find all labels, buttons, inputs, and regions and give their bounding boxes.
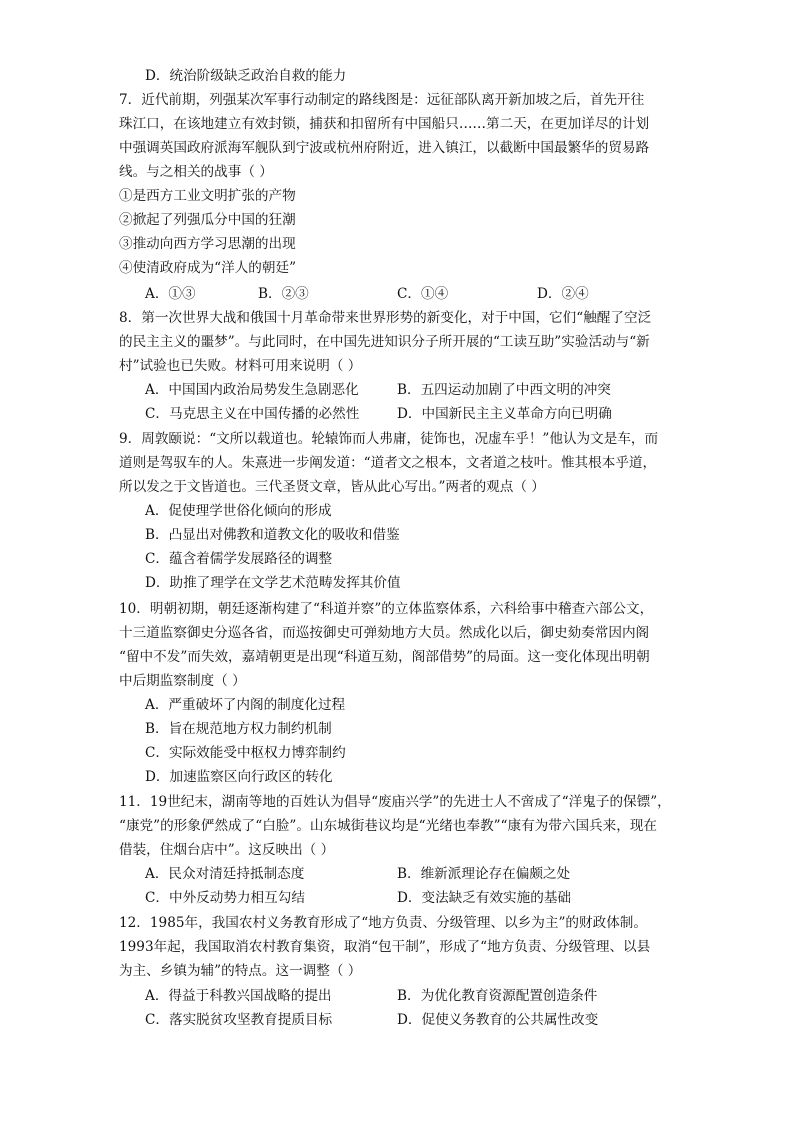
q10-stem-line: “留中不发”而失效，嘉靖朝更是出现“科道互劾，阁部借势”的局面。这一变化体现出明朝: [119, 649, 650, 665]
q11-option-b[interactable]: B．维新派理论存在偏颇之处: [397, 866, 571, 882]
q11-stem-line: 11．19世纪末，湖南等地的百姓认为倡导“废庙兴学”的先进士人不啻成了“洋鬼子的保镖”，: [119, 794, 671, 810]
q8-option-d[interactable]: D．中国新民主主义革命方向已明确: [397, 406, 612, 422]
q10-stem-line: 10．明朝初期，朝廷逐渐构建了“科道并察”的立体监察体系，六科给事中稽查六部公文，: [119, 601, 654, 617]
q11-stem-line: “康党”的形象俨然成了“白脸”。山东城街巷议均是“光绪也奉教”“康有为带六国兵来，现在: [119, 818, 658, 834]
q10-option-a[interactable]: A．严重破坏了内阁的制度化过程: [145, 697, 346, 713]
q9-option-d[interactable]: D．助推了理学在文学艺术范畴发挥其价值: [145, 575, 401, 591]
q10-stem-line: 十三道监察御史分巡各省，而巡按御史可弹劾地方大员。然成化以后，御史劾奏常因内阁: [119, 625, 650, 641]
q12-stem-line: 12．1985年，我国农村义务教育形成了“地方负责、分级管理、以乡为主”的财政体制。: [119, 915, 647, 931]
q10-option-c[interactable]: C．实际效能受中枢权力博弈制约: [145, 745, 346, 761]
q10-option-d[interactable]: D．加速监察区向行政区的转化: [145, 769, 333, 785]
q12-stem-line: 为主、乡镇为辅”的特点。这一调整（ ）: [119, 963, 362, 979]
q7-option-d[interactable]: D．②④: [537, 286, 589, 302]
q7-option-a[interactable]: A．①③: [145, 286, 196, 302]
q8-option-b[interactable]: B．五四运动加剧了中西文明的冲突: [397, 382, 611, 398]
q7-option-b[interactable]: B．②③: [258, 286, 309, 302]
q12-option-d[interactable]: D．促使义务教育的公共属性改变: [397, 1012, 599, 1028]
q9-option-a[interactable]: A．促使理学世俗化倾向的形成: [145, 503, 332, 519]
q7-item: ④使清政府成为“洋人的朝廷”: [119, 260, 297, 276]
q8-stem-line: 8．第一次世界大战和俄国十月革命带来世界形势的新变化，对于中国，它们“触醒了空泛: [119, 310, 652, 326]
q7-item: ①是西方工业文明扩张的产物: [119, 188, 296, 204]
q9-option-c[interactable]: C．蕴含着儒学发展路径的调整: [145, 551, 333, 567]
q12-option-b[interactable]: B．为优化教育资源配置创造条件: [397, 988, 598, 1004]
q6-option-d: D．统治阶级缺乏政治自救的能力: [145, 68, 347, 84]
q7-item: ③推动向西方学习思潮的出现: [119, 236, 296, 252]
q7-stem-line: 珠江口，在该地建立有效封锁，捕获和扣留所有中国船只……第二天，在更加详尽的计划: [119, 116, 650, 132]
q7-stem-line: 线。与之相关的战事（ ）: [119, 164, 273, 180]
q10-stem-line: 中后期监察制度（ ）: [119, 673, 246, 689]
q9-stem-line: 道则是驾驭车的人。朱熹进一步阐发道：“道者文之根本，文者道之枝叶。惟其根本乎道，: [119, 455, 657, 471]
q7-stem-line: 中强调英国政府派海军舰队到宁波或杭州府附近，进入镇江，以截断中国最繁华的贸易路: [119, 140, 650, 156]
q9-stem-line: 9．周敦颐说：“文所以载道也。轮辕饰而人弗庸，徒饰也，况虚车乎！”他认为文是车，而: [119, 431, 659, 447]
q12-option-c[interactable]: C．落实脱贫攻坚教育提质目标: [145, 1012, 333, 1028]
q7-item: ②掀起了列强瓜分中国的狂潮: [119, 212, 296, 228]
q11-option-c[interactable]: C．中外反动势力相互勾结: [145, 890, 305, 906]
q8-option-a[interactable]: A．中国国内政治局势发生急剧恶化: [145, 382, 359, 398]
q11-option-d[interactable]: D．变法缺乏有效实施的基础: [397, 890, 572, 906]
q12-option-a[interactable]: A．得益于科教兴国战略的提出: [145, 988, 332, 1004]
q11-option-a[interactable]: A．民众对清廷持抵制态度: [145, 866, 305, 882]
q12-stem-line: 1993年起，我国取消农村教育集资，取消“包干制”，形成了“地方负责、分级管理、以县: [119, 939, 651, 955]
q8-stem-line: 的民主主义的噩梦”。与此同时，在中国先进知识分子所开展的“工读互助”实验活动与“新: [119, 334, 650, 350]
q8-stem-line: 村”试验也已失败。材料可用来说明（ ）: [119, 358, 362, 374]
q9-option-b[interactable]: B．凸显出对佛教和道教文化的吸收和借鉴: [145, 527, 400, 543]
q9-stem-line: 所以发之于文皆道也。三代圣贤文章，皆从此心写出。”两者的观点（ ）: [119, 479, 545, 495]
q10-option-b[interactable]: B．旨在规范地方权力制约机制: [145, 721, 332, 737]
q7-option-c[interactable]: C．①④: [397, 286, 449, 302]
q7-stem-line: 7．近代前期，列强某次军事行动制定的路线图是：远征部队离开新加坡之后，首先开往: [119, 92, 645, 108]
q8-option-c[interactable]: C．马克思主义在中国传播的必然性: [145, 406, 360, 422]
q11-stem-line: 借装，住烟台店中”。这反映出（ ）: [119, 842, 335, 858]
